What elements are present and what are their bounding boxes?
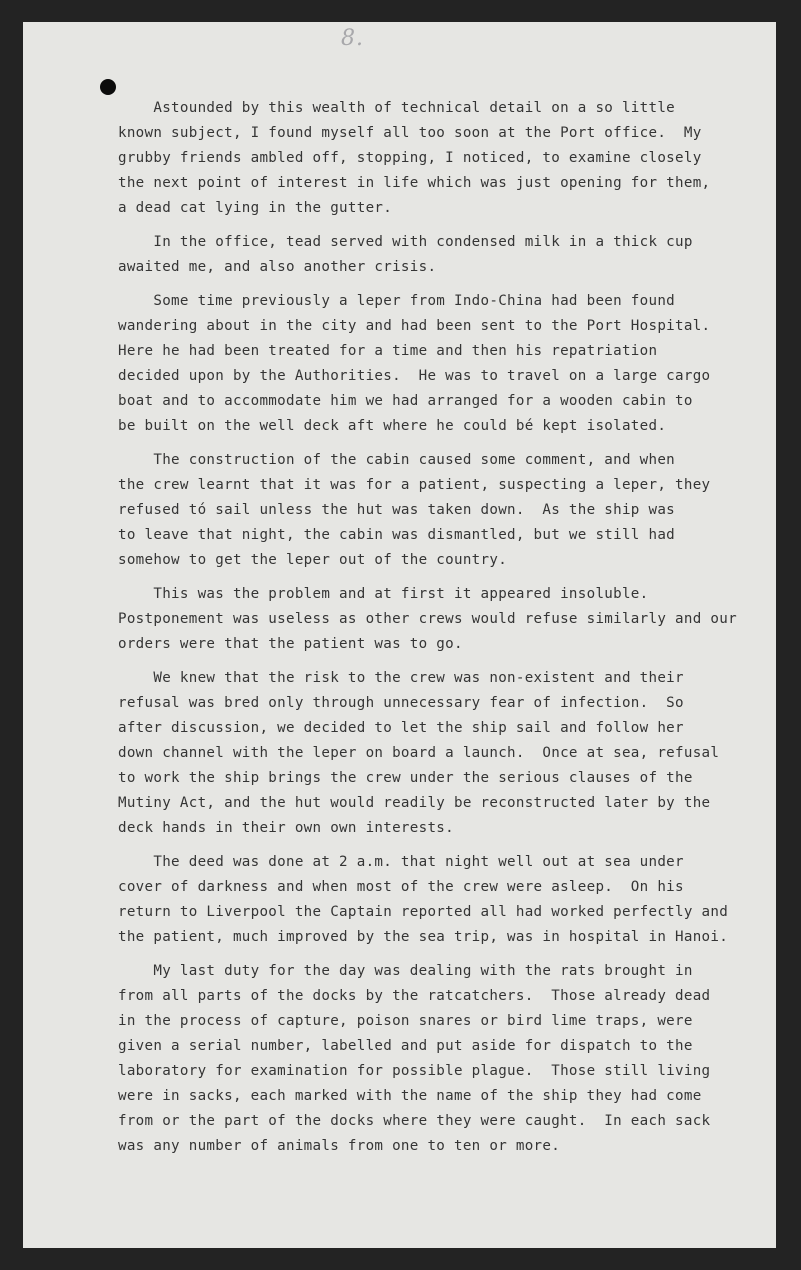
paragraph (118, 582, 776, 657)
text-line: to work the ship brings the crew under the serious clauses of the (118, 770, 693, 786)
text-line: The construction of the cabin caused some comment, and when (118, 452, 676, 468)
typed-body-text (118, 96, 776, 1168)
text-line: My last duty for the day was dealing with the rats brought in (118, 963, 693, 979)
punch-hole (100, 79, 116, 95)
text-line: Some time previously a leper from Indo-China had been found (118, 293, 676, 309)
document-page (23, 22, 776, 1248)
text-line: Astounded by this wealth of technical detail on a so little (118, 100, 676, 116)
text-line: refused tó sail unless the hut was taken down. As the ship was (118, 502, 676, 518)
text-line: the next point of interest in life which was just opening for them, (118, 175, 711, 191)
text-line: given a serial number, labelled and put aside for dispatch to the (118, 1038, 693, 1054)
text-line: orders were that the patient was to go. (118, 636, 463, 652)
page-number: 8. (341, 26, 364, 51)
text-line: wandering about in the city and had been sent to the Port Hospital. (118, 318, 711, 334)
text-line: be built on the well deck aft where he could bé kept isolated. (118, 418, 667, 434)
text-line: decided upon by the Authorities. He was to travel on a large cargo (118, 368, 711, 384)
text-line: deck hands in their own own interests. (118, 820, 454, 836)
text-line: from or the part of the docks where they were caught. In each sack (118, 1113, 711, 1129)
text-line: boat and to accommodate him we had arranged for a wooden cabin to (118, 393, 693, 409)
text-line: cover of darkness and when most of the crew were asleep. On his (118, 879, 684, 895)
text-line: grubby friends ambled off, stopping, I noticed, to examine closely (118, 150, 702, 166)
paragraph (118, 96, 776, 221)
paragraph (118, 959, 776, 1159)
text-line: from all parts of the docks by the ratcatchers. Those already dead (118, 988, 711, 1004)
text-line: laboratory for examination for possible plague. Those still living (118, 1063, 711, 1079)
text-line: We knew that the risk to the crew was non-existent and their (118, 670, 684, 686)
text-line: were in sacks, each marked with the name of the ship they had come (118, 1088, 702, 1104)
text-line: was any number of animals from one to ten or more. (118, 1138, 561, 1154)
paragraph (118, 850, 776, 950)
text-line: return to Liverpool the Captain reported all had worked perfectly and (118, 904, 729, 920)
paragraph (118, 448, 776, 573)
text-line: somehow to get the leper out of the country. (118, 552, 508, 568)
text-line: This was the problem and at first it appeared insoluble. (118, 586, 649, 602)
text-line: the crew learnt that it was for a patient, suspecting a leper, they (118, 477, 711, 493)
text-line: down channel with the leper on board a launch. Once at sea, refusal (118, 745, 720, 761)
text-line: Here he had been treated for a time and then his repatriation (118, 343, 658, 359)
text-line: after discussion, we decided to let the ship sail and follow her (118, 720, 684, 736)
text-line: Mutiny Act, and the hut would readily be reconstructed later by the (118, 795, 711, 811)
paragraph (118, 230, 776, 280)
text-line: In the office, tead served with condensed milk in a thick cup (118, 234, 693, 250)
text-line: to leave that night, the cabin was dismantled, but we still had (118, 527, 676, 543)
text-line: known subject, I found myself all too soon at the Port office. My (118, 125, 702, 141)
paragraph (118, 289, 776, 439)
text-line: awaited me, and also another crisis. (118, 259, 437, 275)
text-line: a dead cat lying in the gutter. (118, 200, 393, 216)
text-line: in the process of capture, poison snares or bird lime traps, were (118, 1013, 693, 1029)
text-line: Postponement was useless as other crews would refuse similarly and our (118, 611, 737, 627)
text-line: The deed was done at 2 a.m. that night well out at sea under (118, 854, 684, 870)
paragraph (118, 666, 776, 841)
text-line: refusal was bred only through unnecessary fear of infection. So (118, 695, 684, 711)
text-line: the patient, much improved by the sea trip, was in hospital in Hanoi. (118, 929, 729, 945)
